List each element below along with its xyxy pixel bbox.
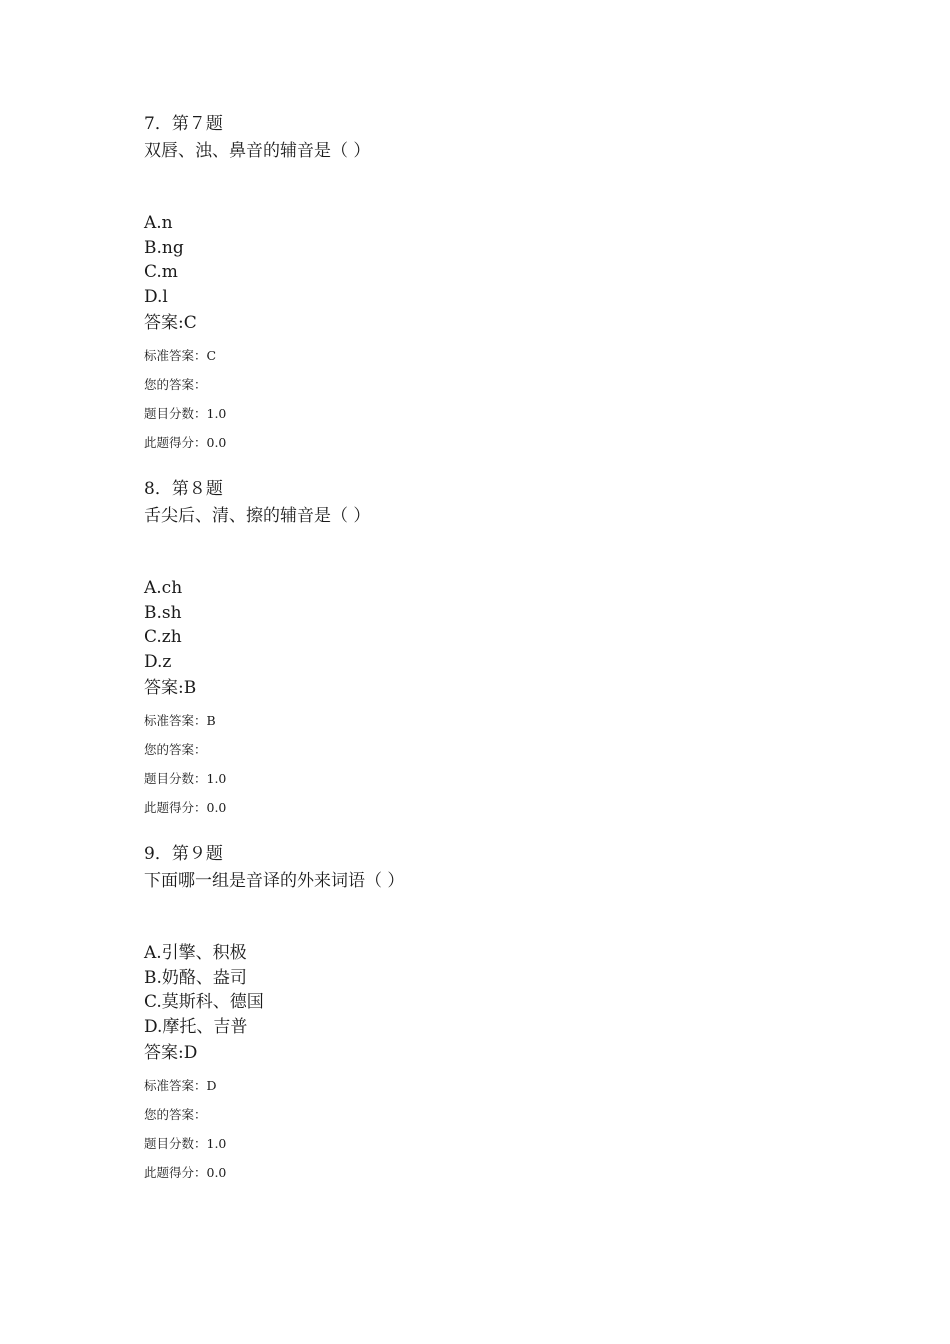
question-score: 此题得分：0.0 [144,434,227,450]
question-stem: 双唇、浊、鼻音的辅音是（ ） [144,141,371,161]
option-c: C.zh [144,627,182,648]
option-c: C.莫斯科、德国 [144,992,264,1013]
standard-answer: 标准答案：C [144,347,217,363]
exam-page [144,110,904,1205]
answer-line: 答案:C [144,312,197,333]
standard-answer: 标准答案：D [144,1077,217,1093]
question-8 [144,475,904,840]
option-c: C.m [144,262,178,283]
option-d: D.摩托、吉普 [144,1017,248,1038]
question-number: 9．第９题 [144,844,223,864]
question-score: 此题得分：0.0 [144,1164,227,1180]
option-a: A.ch [144,578,183,598]
question-points: 题目分数：1.0 [144,770,227,786]
option-b: B.ng [144,237,184,258]
question-points: 题目分数：1.0 [144,1135,227,1151]
your-answer: 您的答案： [144,1106,207,1122]
option-b: B.奶酪、盎司 [144,967,247,988]
question-number: 8．第８题 [144,479,223,499]
question-points: 题目分数：1.0 [144,405,227,421]
question-number: 7．第７题 [144,114,223,134]
your-answer: 您的答案： [144,741,207,757]
standard-answer: 标准答案：B [144,712,216,728]
option-a: A.引擎、积极 [144,943,247,963]
question-9 [144,840,904,1205]
question-score: 此题得分：0.0 [144,799,227,815]
question-7 [144,110,904,475]
option-d: D.l [144,287,168,308]
answer-line: 答案:D [144,1042,198,1063]
option-a: A.n [144,213,173,233]
option-b: B.sh [144,602,182,623]
your-answer: 您的答案： [144,376,207,392]
question-stem: 舌尖后、清、擦的辅音是（ ） [144,506,371,526]
answer-line: 答案:B [144,677,197,698]
question-stem: 下面哪一组是音译的外来词语（ ） [144,871,405,891]
option-d: D.z [144,652,172,673]
